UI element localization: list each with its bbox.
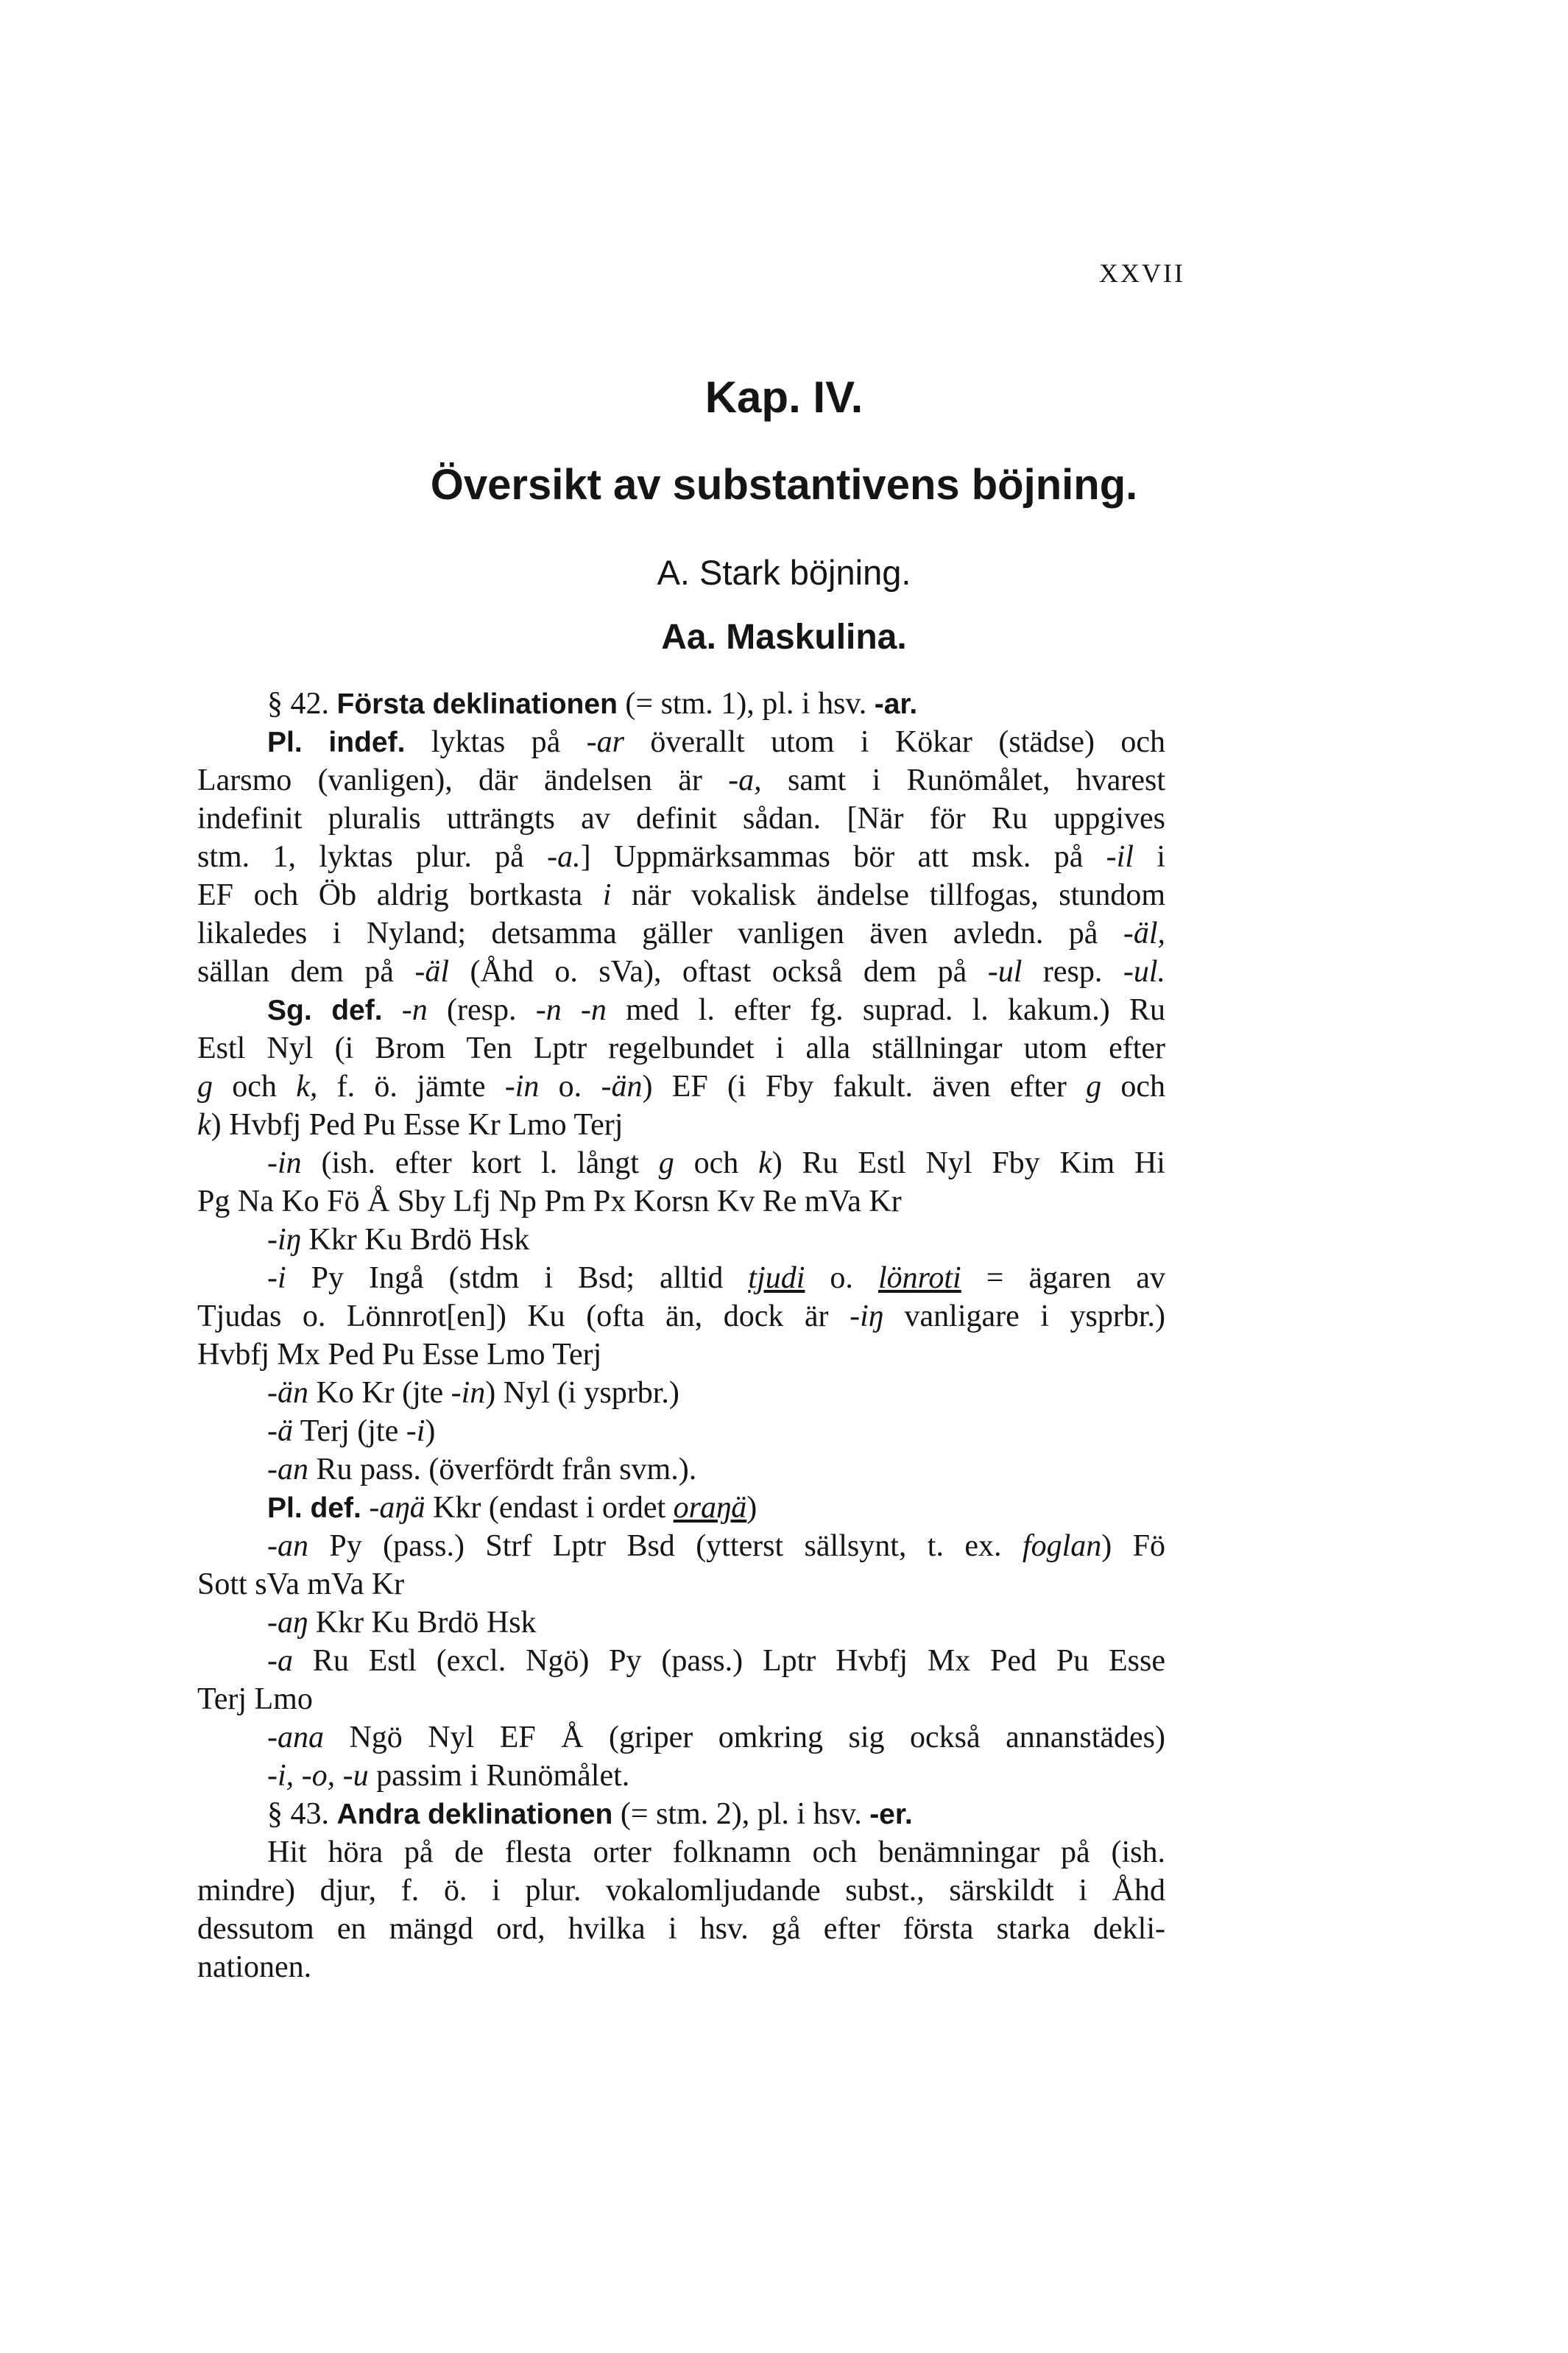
text-run: ) [746, 1491, 757, 1525]
text-line [197, 1182, 1165, 1221]
text-run: när vokalisk ändelse tillfogas, stundom [611, 878, 1165, 912]
text-run: o. [805, 1261, 878, 1295]
text-line [197, 1144, 1165, 1182]
text-run: -ä [267, 1414, 293, 1448]
text-line [197, 1106, 1165, 1144]
text-run: nationen. [197, 1950, 312, 1984]
text-run: k [197, 1108, 211, 1142]
text-run: -an [267, 1453, 308, 1486]
text-run: passim i Runömålet. [368, 1759, 630, 1793]
text-run: § 42. [267, 687, 337, 721]
text-run: Py (pass.) Strf Lptr Bsd (ytterst sällsynt, t. ex. [308, 1529, 1023, 1563]
text-run: Terj (jte [293, 1414, 406, 1448]
text-line [197, 1680, 1165, 1718]
text-run: k, [296, 1070, 318, 1104]
text-run: -än [267, 1376, 308, 1410]
text-run: (resp. [427, 993, 536, 1027]
text-run: -ul [987, 955, 1023, 989]
text-run: Ru Estl (excl. Ngö) Py (pass.) Lptr Hvbfj Mx Ped Pu Esse [293, 1644, 1165, 1678]
text-line [197, 953, 1165, 991]
text-run: -in [267, 1146, 302, 1180]
text-run: ) Ru Estl Nyl Fby Kim Hi [771, 1146, 1165, 1180]
text-run: -aŋä [369, 1491, 425, 1525]
text-line [197, 1221, 1165, 1259]
text-run: Första deklinationen [336, 688, 618, 720]
text-run: Kkr Ku Brdö Hsk [308, 1606, 537, 1640]
text-line [197, 1757, 1165, 1795]
text-run: Pl. indef. [267, 727, 406, 758]
text-line [197, 1450, 1165, 1489]
text-run: mindre) djur, f. ö. i plur. vokalomljudande subst., särskildt i Åhd [197, 1874, 1165, 1908]
text-run: Sott sVa mVa Kr [197, 1567, 405, 1601]
text-run: = ägaren av [961, 1261, 1166, 1295]
chapter-subtitle: Översikt av substantivens böjning. [430, 461, 1138, 509]
text-run: tjudi [748, 1261, 805, 1295]
text-run: i [602, 878, 612, 912]
text-run: med l. efter fg. suprad. l. kakum.) Ru [606, 993, 1166, 1027]
text-run: vanligare i ysprbr.) [883, 1299, 1166, 1333]
text-run: foglan [1022, 1529, 1102, 1563]
text-run [361, 1491, 370, 1525]
text-run: g [658, 1146, 674, 1180]
text-run: -äl, [1123, 917, 1165, 950]
text-run: -in [451, 1376, 486, 1410]
text-run: Kkr (endast i ordet [425, 1491, 674, 1525]
text-run: -i [267, 1261, 286, 1295]
text-run: Hvbfj Mx Ped Pu Esse Lmo Terj [197, 1338, 602, 1372]
text-run: Hit höra på de flesta orter folknamn och benämningar på (ish. [267, 1835, 1165, 1869]
text-run: och [213, 1070, 297, 1104]
text-run: i [1134, 840, 1165, 874]
text-run: överallt utom i Kökar (städse) och [624, 725, 1166, 759]
text-run: -i, -o, -u [267, 1759, 369, 1793]
text-run: f. ö. jämte [317, 1070, 505, 1104]
text-line [197, 723, 1165, 761]
section-heading-a: A. Stark böjning. [657, 553, 911, 592]
text-run: ) EF (i Fby fakult. även efter [642, 1070, 1087, 1104]
text-line [197, 1910, 1165, 1948]
text-run: -an [267, 1529, 308, 1563]
section-heading-aa: Aa. Maskulina. [661, 618, 907, 657]
text-run: Py Ingå (stdm i Bsd; alltid [286, 1261, 749, 1295]
text-run: ) Nyl (i ysprbr.) [485, 1376, 679, 1410]
text-run: indefinit pluralis utträngts av definit sådan. [När för Ru uppgives [197, 802, 1165, 836]
text-run: oraŋä [673, 1491, 747, 1525]
text-run: (Åhd o. sVa), oftast också dem på [449, 955, 988, 989]
text-run: ] Uppmärksammas bör att msk. på [580, 840, 1106, 874]
text-run: (ish. efter kort l. långt [301, 1146, 659, 1180]
text-line [197, 1527, 1165, 1565]
text-run: -n [401, 993, 428, 1027]
text-line [197, 1489, 1165, 1527]
text-run: resp. [1022, 955, 1123, 989]
text-line [197, 914, 1165, 953]
text-run: sällan dem på [197, 955, 415, 989]
text-line [197, 1259, 1165, 1297]
text-run: Larsmo (vanligen), där ändelsen är [197, 763, 729, 797]
text-line [197, 1297, 1165, 1336]
chapter-title: Kap. IV. [704, 373, 864, 422]
text-run: Ru pass. (överfördt från svm.). [308, 1453, 697, 1486]
text-run: och [674, 1146, 759, 1180]
text-run: och [1101, 1070, 1166, 1104]
text-run: -aŋ [267, 1606, 308, 1640]
text-line [197, 1833, 1165, 1872]
text-line [197, 1374, 1165, 1412]
text-run: -äl [414, 955, 450, 989]
text-run: -in [504, 1070, 540, 1104]
text-run: samt i Runömålet, hvarest [761, 763, 1165, 797]
text-run: (= stm. 1), pl. i hsv. [617, 687, 875, 721]
text-run: ) [425, 1414, 436, 1448]
text-run: -iŋ [850, 1299, 883, 1333]
text-run: EF och Öb aldrig bortkasta [197, 878, 603, 912]
text-run: k [758, 1146, 772, 1180]
text-line [197, 1068, 1165, 1106]
text-run: -n -n [535, 993, 607, 1027]
text-run: -a, [728, 763, 762, 797]
text-run: Estl Nyl (i Brom Ten Lptr regelbundet i alla ställningar utom efter [197, 1031, 1165, 1065]
text-run: Terj Lmo [197, 1682, 313, 1716]
text-run: Tjudas o. Lönnrot[en]) Ku (ofta än, dock är [197, 1299, 850, 1333]
text-run: Andra deklinationen [336, 1799, 613, 1830]
text-run: -ar [586, 725, 624, 759]
text-run: Sg. def. [267, 995, 383, 1026]
text-run: o. [539, 1070, 601, 1104]
text-line [197, 1336, 1165, 1374]
text-run: Pl. def. [267, 1492, 361, 1524]
text-run: g [1086, 1070, 1102, 1104]
text-run: -i [406, 1414, 425, 1448]
text-line [197, 761, 1165, 800]
text-run: -iŋ [267, 1223, 301, 1257]
text-run [383, 993, 402, 1027]
text-run: stm. 1, lyktas plur. på [197, 840, 548, 874]
text-run: ) Hvbfj Ped Pu Esse Kr Lmo Terj [211, 1108, 624, 1142]
text-run: -än [601, 1070, 643, 1104]
text-run: -ar. [874, 688, 918, 720]
text-run: g [197, 1070, 213, 1104]
text-run: -il [1106, 840, 1134, 874]
text-line [197, 1029, 1165, 1068]
text-run: -a. [547, 840, 581, 874]
text-run: Ngö Nyl EF Å (griper omkring sig också annanstädes) [324, 1721, 1165, 1754]
text-run: lönroti [877, 1261, 961, 1295]
text-line [197, 876, 1165, 914]
text-line [197, 1565, 1165, 1604]
text-line [197, 1795, 1165, 1833]
text-run: -er. [869, 1799, 913, 1830]
text-run: lyktas på [405, 725, 587, 759]
text-run: Kkr Ku Brdö Hsk [300, 1223, 530, 1257]
text-run: -a [267, 1644, 293, 1678]
text-line [197, 991, 1165, 1029]
text-line [197, 1948, 1165, 1986]
text-line [197, 1718, 1165, 1757]
body-text [197, 685, 1165, 1986]
text-line [197, 1604, 1165, 1642]
text-line [197, 1872, 1165, 1910]
text-run: (= stm. 2), pl. i hsv. [612, 1797, 870, 1831]
text-run: likaledes i Nyland; detsamma gäller vanligen även avledn. på [197, 917, 1123, 950]
text-line [197, 1642, 1165, 1680]
text-run: -ul. [1123, 955, 1165, 989]
text-run: § 43. [267, 1797, 337, 1831]
text-line [197, 838, 1165, 876]
text-line [197, 685, 1165, 723]
text-run: Ko Kr (jte [308, 1376, 451, 1410]
text-line [197, 800, 1165, 838]
page-number: XXVII [1099, 258, 1185, 288]
text-run: dessutom en mängd ord, hvilka i hsv. gå efter första starka dekli- [197, 1912, 1165, 1946]
text-line [197, 1412, 1165, 1450]
text-run: ) Fö [1101, 1529, 1165, 1563]
text-run: Pg Na Ko Fö Å Sby Lfj Np Pm Px Korsn Kv Re mVa Kr [197, 1185, 902, 1218]
text-run: -ana [267, 1721, 324, 1754]
